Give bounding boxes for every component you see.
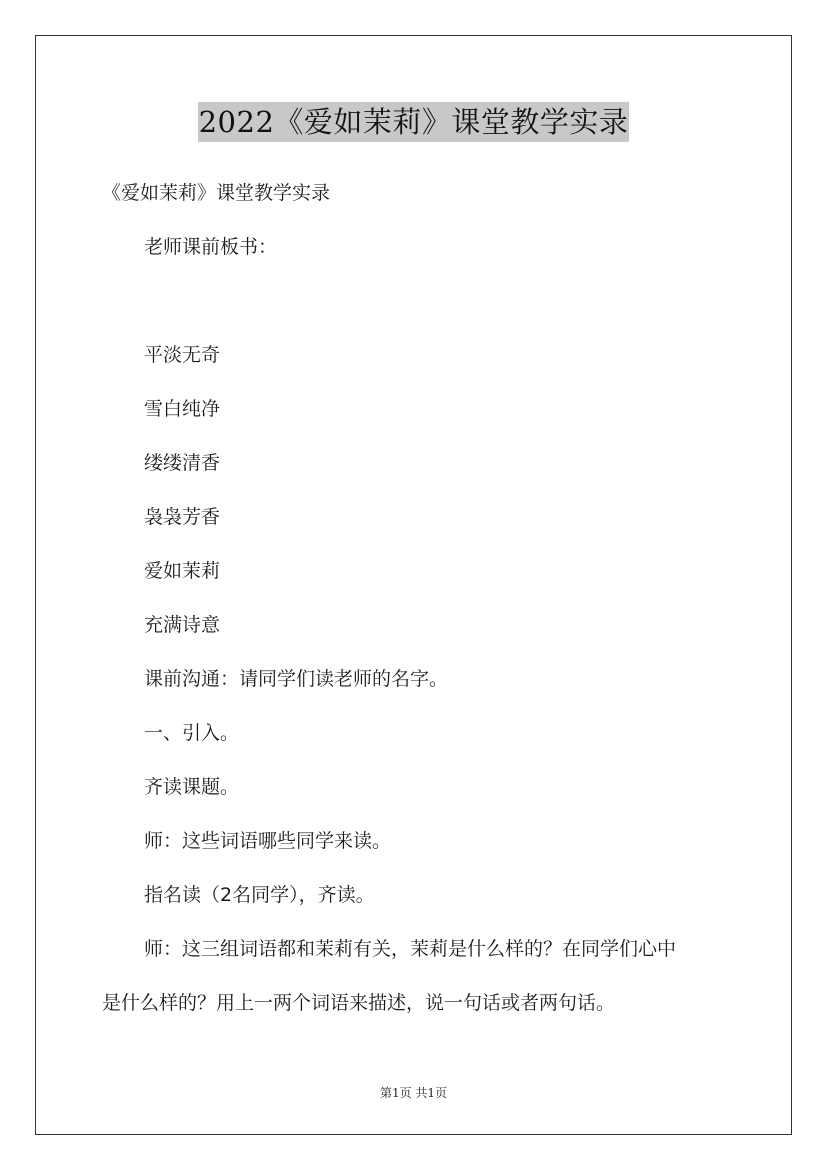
paragraph-subtitle: 《爱如茉莉》课堂教学实录 [102,182,331,204]
board-word: 袅袅芳香 [144,506,221,528]
page-footer [0,1084,827,1101]
paragraph: 师：这三组词语都和茉莉有关，茉莉是什么样的？在同学们心中 [144,938,677,960]
board-word: 平淡无奇 [144,344,221,366]
paragraph: 课前沟通：请同学们读老师的名字。 [144,668,449,690]
board-word: 雪白纯净 [144,398,221,420]
paragraph: 指名读（2名同学），齐读。 [144,884,375,906]
board-word: 爱如茉莉 [144,560,221,582]
title-container [0,102,827,142]
paragraph-continuation: 是什么样的？用上一两个词语来描述，说一句话或者两句话。 [102,992,616,1014]
document-title: 2022《爱如茉莉》课堂教学实录 [198,102,630,142]
paragraph: 老师课前板书： [144,236,278,258]
board-word: 缕缕清香 [144,452,221,474]
section-heading: 一、引入。 [144,722,240,744]
page-number: 第1页 共1页 [379,1086,448,1100]
board-word: 充满诗意 [144,614,221,636]
paragraph: 齐读课题。 [144,776,240,798]
paragraph: 师：这些词语哪些同学来读。 [144,830,392,852]
